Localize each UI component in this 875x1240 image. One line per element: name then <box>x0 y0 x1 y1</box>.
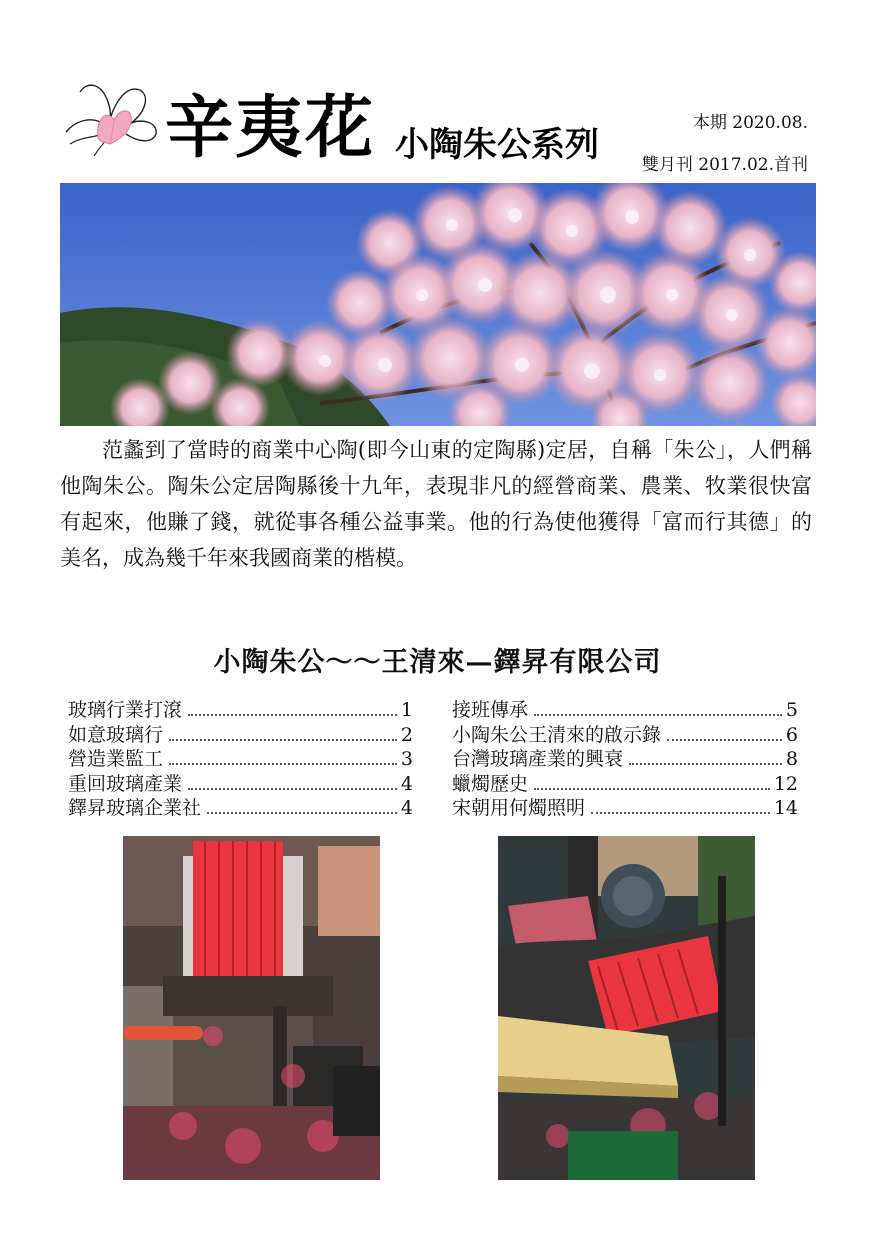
toc-leader-dots <box>534 788 770 790</box>
toc-entry <box>68 747 413 772</box>
issue-date: 本期 2020.08. <box>692 113 808 133</box>
toc-entry-page: 2 <box>400 723 413 746</box>
toc-entry-title: 小陶朱公王清來的啟示錄 <box>452 723 662 746</box>
first-issue-date: 雙月刊 2017.02.首刊 <box>641 155 808 175</box>
toc-leader-dots <box>591 812 770 814</box>
toc-entry <box>68 772 413 797</box>
toc-entry-page: 5 <box>785 699 798 721</box>
toc-entry <box>452 772 798 797</box>
toc-entry <box>452 747 798 772</box>
toc-leader-dots <box>169 739 397 741</box>
toc-entry <box>452 698 798 723</box>
magnolia-logo <box>58 72 163 172</box>
toc-entry <box>68 723 413 748</box>
toc-entry <box>68 698 413 723</box>
toc-entry <box>452 723 798 748</box>
toc-leader-dots <box>207 812 397 814</box>
toc-entry-page: 1 <box>400 699 413 721</box>
toc-entry-page: 4 <box>400 797 413 819</box>
table-of-contents-left <box>68 698 413 821</box>
toc-entry-title: 蠟燭歷史 <box>452 772 529 795</box>
toc-entry-title: 宋朝用何燭照明 <box>452 797 586 819</box>
toc-entry-title: 重回玻璃產業 <box>68 772 183 795</box>
toc-entry <box>68 796 413 821</box>
article-title: 小陶朱公～～王清來—鐸昇有限公司 <box>213 647 662 678</box>
toc-entry-page: 6 <box>785 723 798 746</box>
hero-photo-magnolia-tree <box>60 183 816 426</box>
toc-leader-dots <box>188 714 397 716</box>
table-of-contents-right <box>452 698 798 821</box>
toc-leader-dots <box>667 739 782 741</box>
toc-entry-title: 營造業監工 <box>68 748 164 770</box>
toc-leader-dots <box>169 763 397 765</box>
toc-leader-dots <box>534 714 782 716</box>
toc-entry-title: 玻璃行業打滾 <box>68 699 183 721</box>
toc-entry <box>452 796 798 821</box>
toc-entry-page: 8 <box>785 748 798 770</box>
toc-entry-page: 14 <box>773 797 798 819</box>
toc-entry-title: 如意玻璃行 <box>68 723 164 746</box>
toc-entry-title: 台灣玻璃產業的興衰 <box>452 748 624 770</box>
toc-leader-dots <box>188 788 397 790</box>
toc-entry-page: 3 <box>400 748 413 770</box>
photo-candle-molding-machine <box>123 836 380 1180</box>
newsletter-title: 辛夷花 <box>165 88 376 168</box>
intro-paragraph: 范蠡到了當時的商業中心陶(即今山東的定陶縣)定居，自稱「朱公」，人們稱他陶朱公。陶朱公定居陶縣後十九年，表現非凡的經營商業、農業、牧業很快富有起來，他賺了錢，就從事各種公益事業。他的行為使他獲得「富而行其德」的美名，成為幾千年來我國商業的楷模。 <box>60 438 812 570</box>
toc-entry-title: 鐸昇玻璃企業社 <box>68 797 202 819</box>
toc-entry-page: 4 <box>400 772 413 795</box>
toc-entry-page: 12 <box>773 772 798 795</box>
series-name: 小陶朱公系列 <box>395 125 599 165</box>
toc-entry-title: 接班傳承 <box>452 699 529 721</box>
photo-candle-cutting-machine <box>498 836 755 1180</box>
toc-leader-dots <box>629 763 782 765</box>
